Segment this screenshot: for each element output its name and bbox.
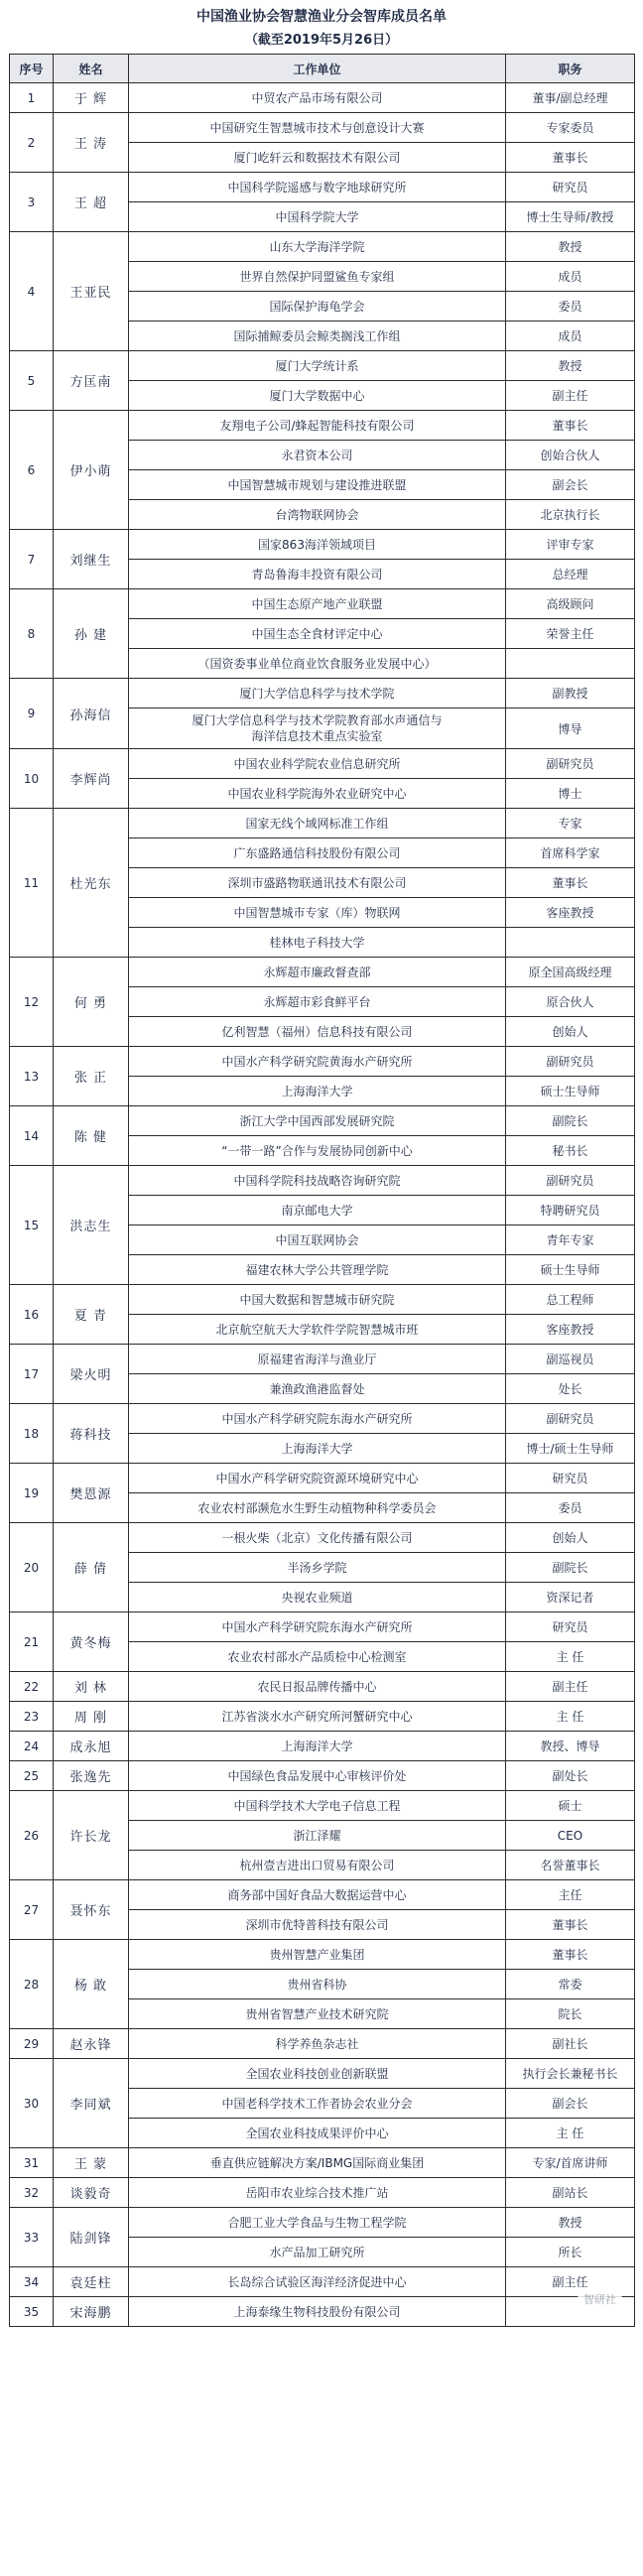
role-cell: 创始合伙人 — [506, 441, 635, 470]
seq-cell: 3 — [10, 173, 54, 232]
role-cell: 副研究员 — [506, 1166, 635, 1196]
role-cell: 教授 — [506, 351, 635, 381]
unit-cell: 中国水产科学研究院资源环境研究中心 — [129, 1464, 506, 1493]
table-row — [10, 1940, 635, 1970]
seq-cell: 18 — [10, 1404, 54, 1464]
unit-cell: 中国科学技术大学电子信息工程 — [129, 1791, 506, 1821]
role-cell: 副教授 — [506, 679, 635, 708]
unit-cell: 永君资本公司 — [129, 441, 506, 470]
unit-cell: 亿利智慧（福州）信息科技有限公司 — [129, 1017, 506, 1047]
unit-cell: 国家863海洋领域项目 — [129, 530, 506, 560]
member-table — [9, 54, 635, 2327]
seq-cell: 26 — [10, 1791, 54, 1880]
unit-cell: 合肥工业大学食品与生物工程学院 — [129, 2208, 506, 2238]
table-row — [10, 173, 635, 202]
name-cell: 袁廷柱 — [54, 2267, 129, 2297]
role-cell: 副研究员 — [506, 749, 635, 779]
unit-cell: 厦门大学信息科学与技术学院教育部水声通信与 海洋信息技术重点实验室 — [129, 708, 506, 749]
role-cell: 副主任 — [506, 2267, 635, 2297]
name-cell: 许长龙 — [54, 1791, 129, 1880]
name-cell: 于 辉 — [54, 83, 129, 113]
unit-cell: 永辉超市廉政督查部 — [129, 958, 506, 987]
seq-cell: 6 — [10, 411, 54, 530]
seq-cell: 21 — [10, 1612, 54, 1672]
table-row — [10, 2178, 635, 2208]
seq-cell: 12 — [10, 958, 54, 1047]
role-cell: 特聘研究员 — [506, 1196, 635, 1225]
role-cell: 处长 — [506, 1374, 635, 1404]
role-cell: 副研究员 — [506, 1047, 635, 1077]
unit-cell: 垂直供应链解决方案/IBMG国际商业集团 — [129, 2148, 506, 2178]
unit-cell: 中国智慧城市规划与建设推进联盟 — [129, 470, 506, 500]
unit-cell: 世界自然保护同盟鲨鱼专家组 — [129, 262, 506, 292]
role-cell: 创始人 — [506, 1017, 635, 1047]
name-cell: 王 蒙 — [54, 2148, 129, 2178]
name-cell: 伊小萌 — [54, 411, 129, 530]
role-cell: CEO — [506, 1821, 635, 1851]
seq-cell: 29 — [10, 2029, 54, 2059]
role-cell: 博士 — [506, 779, 635, 809]
role-cell: 副院长 — [506, 1106, 635, 1136]
role-cell: 原合伙人 — [506, 987, 635, 1017]
role-cell: 专家/首席讲师 — [506, 2148, 635, 2178]
unit-cell: 中国互联网协会 — [129, 1225, 506, 1255]
unit-cell: 中国水产科学研究院黄海水产研究所 — [129, 1047, 506, 1077]
table-row — [10, 589, 635, 619]
unit-cell: 中国科学院大学 — [129, 202, 506, 232]
document-subtitle: （截至2019年5月26日） — [244, 33, 399, 48]
role-cell: 客座教授 — [506, 1315, 635, 1345]
unit-cell: 上海泰缘生物科技股份有限公司 — [129, 2297, 506, 2327]
unit-cell: 中国老科学技术工作者协会农业分会 — [129, 2089, 506, 2119]
role-cell: 副研究员 — [506, 1404, 635, 1434]
unit-cell: 长岛综合试验区海洋经济促进中心 — [129, 2267, 506, 2297]
unit-cell: 央视农业频道 — [129, 1583, 506, 1612]
unit-cell: 中国智慧城市专家（库）物联网 — [129, 898, 506, 928]
role-cell: 院长 — [506, 1999, 635, 2029]
name-cell: 陈 健 — [54, 1106, 129, 1166]
role-cell: 资深记者 — [506, 1583, 635, 1612]
unit-cell: 深圳市优特普科技有限公司 — [129, 1910, 506, 1940]
name-cell: 聂怀东 — [54, 1880, 129, 1940]
table-row — [10, 1672, 635, 1702]
table-row — [10, 1791, 635, 1821]
role-cell: 硕士生导师 — [506, 1077, 635, 1106]
header-name: 姓名 — [54, 55, 129, 83]
unit-cell: 桂林电子科技大学 — [129, 928, 506, 958]
role-cell: 北京执行长 — [506, 500, 635, 530]
name-cell: 何 勇 — [54, 958, 129, 1047]
table-row — [10, 113, 635, 143]
unit-cell: 上海海洋大学 — [129, 1732, 506, 1761]
role-cell: 常委 — [506, 1970, 635, 1999]
role-cell: 副主任 — [506, 381, 635, 411]
seq-cell: 2 — [10, 113, 54, 173]
name-cell: 陆剑锋 — [54, 2208, 129, 2267]
table-row — [10, 2297, 635, 2327]
unit-cell: 半汤乡学院 — [129, 1553, 506, 1583]
seq-cell: 7 — [10, 530, 54, 589]
table-row — [10, 1523, 635, 1553]
role-cell: 青年专家 — [506, 1225, 635, 1255]
role-cell: 副主任 — [506, 1672, 635, 1702]
role-cell: 总经理 — [506, 560, 635, 589]
name-cell: 宋海鹏 — [54, 2297, 129, 2327]
seq-cell: 16 — [10, 1285, 54, 1345]
table-row — [10, 1106, 635, 1136]
unit-cell: 国家无线个域网标准工作组 — [129, 809, 506, 838]
unit-cell: 国际保护海龟学会 — [129, 292, 506, 322]
role-cell: 副会长 — [506, 2089, 635, 2119]
role-cell: 董事长 — [506, 1940, 635, 1970]
unit-cell: 浙江大学中国西部发展研究院 — [129, 1106, 506, 1136]
table-row — [10, 749, 635, 779]
unit-cell: 兼渔政渔港监督处 — [129, 1374, 506, 1404]
unit-cell: 原福建省海洋与渔业厅 — [129, 1345, 506, 1374]
unit-cell: 农民日报品牌传播中心 — [129, 1672, 506, 1702]
name-cell: 洪志生 — [54, 1166, 129, 1285]
name-cell: 薛 倩 — [54, 1523, 129, 1612]
seq-cell: 35 — [10, 2297, 54, 2327]
seq-cell: 15 — [10, 1166, 54, 1285]
seq-cell: 28 — [10, 1940, 54, 2029]
unit-cell: 贵州省科协 — [129, 1970, 506, 1999]
header-role: 职务 — [506, 55, 635, 83]
table-row — [10, 1166, 635, 1196]
unit-cell: 福建农林大学公共管理学院 — [129, 1255, 506, 1285]
table-row — [10, 2148, 635, 2178]
name-cell: 梁火明 — [54, 1345, 129, 1404]
role-cell: 副站长 — [506, 2178, 635, 2208]
table-row — [10, 2029, 635, 2059]
role-cell: 成员 — [506, 322, 635, 351]
role-cell: 委员 — [506, 292, 635, 322]
unit-cell: 科学养鱼杂志社 — [129, 2029, 506, 2059]
unit-cell: “一带一路”合作与发展协同创新中心 — [129, 1136, 506, 1166]
table-row — [10, 530, 635, 560]
name-cell: 赵永锋 — [54, 2029, 129, 2059]
table-row — [10, 1612, 635, 1642]
unit-cell: 中国大数据和智慧城市研究院 — [129, 1285, 506, 1315]
role-cell: 硕士生导师 — [506, 1255, 635, 1285]
role-cell: 博导 — [506, 708, 635, 749]
role-cell: 副社长 — [506, 2029, 635, 2059]
unit-cell: 杭州壹吉进出口贸易有限公司 — [129, 1851, 506, 1880]
name-cell: 孙 建 — [54, 589, 129, 679]
seq-cell: 9 — [10, 679, 54, 749]
role-cell: 博士/硕士生导师 — [506, 1434, 635, 1464]
role-cell: 执行会长兼秘书长 — [506, 2059, 635, 2089]
unit-cell: 商务部中国好食品大数据运营中心 — [129, 1880, 506, 1910]
role-cell: 主 任 — [506, 1642, 635, 1672]
unit-cell: 友翔电子公司/蜂起智能科技有限公司 — [129, 411, 506, 441]
role-cell: 所长 — [506, 2238, 635, 2267]
table-body — [10, 83, 635, 2327]
table-row — [10, 958, 635, 987]
unit-cell: （国资委事业单位商业饮食服务业发展中心） — [129, 649, 506, 679]
table-row — [10, 1404, 635, 1434]
table-row — [10, 411, 635, 441]
seq-cell: 11 — [10, 809, 54, 958]
unit-cell: 上海海洋大学 — [129, 1434, 506, 1464]
unit-cell: 贵州智慧产业集团 — [129, 1940, 506, 1970]
table-row — [10, 1761, 635, 1791]
name-cell: 李辉尚 — [54, 749, 129, 809]
seq-cell: 20 — [10, 1523, 54, 1612]
table-row — [10, 1047, 635, 1077]
seq-cell: 5 — [10, 351, 54, 411]
role-cell: 评审专家 — [506, 530, 635, 560]
table-row — [10, 809, 635, 838]
name-cell: 王 涛 — [54, 113, 129, 173]
unit-cell: 农业农村部水产品质检中心检测室 — [129, 1642, 506, 1672]
unit-cell: 北京航空航天大学软件学院智慧城市班 — [129, 1315, 506, 1345]
unit-cell: 中国水产科学研究院东海水产研究所 — [129, 1404, 506, 1434]
role-cell: 教授、博导 — [506, 1732, 635, 1761]
table-row — [10, 1345, 635, 1374]
table-row — [10, 1702, 635, 1732]
table-row — [10, 351, 635, 381]
unit-cell: 国际捕鲸委员会鲸类搁浅工作组 — [129, 322, 506, 351]
table-row — [10, 2059, 635, 2089]
seq-cell: 19 — [10, 1464, 54, 1523]
name-cell: 张 正 — [54, 1047, 129, 1106]
name-cell: 蒋科技 — [54, 1404, 129, 1464]
name-cell: 孙海信 — [54, 679, 129, 749]
name-cell: 杨 敢 — [54, 1940, 129, 2029]
seq-cell: 30 — [10, 2059, 54, 2148]
role-cell: 副处长 — [506, 1761, 635, 1791]
seq-cell: 10 — [10, 749, 54, 809]
role-cell: 主 任 — [506, 1702, 635, 1732]
unit-cell: 上海海洋大学 — [129, 1077, 506, 1106]
seq-cell: 1 — [10, 83, 54, 113]
unit-cell: 山东大学海洋学院 — [129, 232, 506, 262]
table-row — [10, 83, 635, 113]
unit-cell: 中国科学院遥感与数字地球研究所 — [129, 173, 506, 202]
unit-cell: 贵州省智慧产业技术研究院 — [129, 1999, 506, 2029]
name-cell: 周 刚 — [54, 1702, 129, 1732]
seq-cell: 13 — [10, 1047, 54, 1106]
role-cell: 研究员 — [506, 173, 635, 202]
role-cell: 专家委员 — [506, 113, 635, 143]
role-cell: 总工程师 — [506, 1285, 635, 1315]
table-row — [10, 679, 635, 708]
seq-cell: 24 — [10, 1732, 54, 1761]
role-cell: 创始人 — [506, 1523, 635, 1553]
role-cell: 董事长 — [506, 1910, 635, 1940]
seq-cell: 22 — [10, 1672, 54, 1702]
role-cell: 博士生导师/教授 — [506, 202, 635, 232]
role-cell: 副院长 — [506, 1553, 635, 1583]
name-cell: 王亚民 — [54, 232, 129, 351]
table-row — [10, 232, 635, 262]
name-cell: 刘 林 — [54, 1672, 129, 1702]
name-cell: 刘继生 — [54, 530, 129, 589]
role-cell: 董事长 — [506, 411, 635, 441]
unit-cell: 厦门大学数据中心 — [129, 381, 506, 411]
unit-cell: 全国农业科技成果评价中心 — [129, 2119, 506, 2148]
unit-cell: 中国农业科学院农业信息研究所 — [129, 749, 506, 779]
role-cell: 董事/副总经理 — [506, 83, 635, 113]
seq-cell: 32 — [10, 2178, 54, 2208]
table-row — [10, 1464, 635, 1493]
unit-cell: 广东盛路通信科技股份有限公司 — [129, 838, 506, 868]
role-cell: 委员 — [506, 1493, 635, 1523]
name-cell: 张逸先 — [54, 1761, 129, 1791]
unit-cell: 水产品加工研究所 — [129, 2238, 506, 2267]
unit-cell: 台湾物联网协会 — [129, 500, 506, 530]
role-cell: 研究员 — [506, 1612, 635, 1642]
name-cell: 方匡南 — [54, 351, 129, 411]
table-row — [10, 1880, 635, 1910]
role-cell: 秘书长 — [506, 1136, 635, 1166]
unit-cell: 中国农业科学院海外农业研究中心 — [129, 779, 506, 809]
unit-cell: 永辉超市彩食鲜平台 — [129, 987, 506, 1017]
role-cell: 名誉董事长 — [506, 1851, 635, 1880]
name-cell: 李同斌 — [54, 2059, 129, 2148]
role-cell — [506, 649, 635, 679]
role-cell: 专家 — [506, 809, 635, 838]
role-cell: 荣誉主任 — [506, 619, 635, 649]
document — [9, 0, 634, 2327]
unit-cell: 农业农村部濒危水生野生动植物种科学委员会 — [129, 1493, 506, 1523]
unit-cell: 厦门大学信息科学与技术学院 — [129, 679, 506, 708]
header-unit: 工作单位 — [129, 55, 506, 83]
role-cell — [506, 928, 635, 958]
role-cell: 董事长 — [506, 868, 635, 898]
role-cell: 主 任 — [506, 2119, 635, 2148]
document-title: 中国渔业协会智慧渔业分会智库成员名单 — [196, 9, 447, 25]
name-cell: 王 超 — [54, 173, 129, 232]
role-cell: 原全国高级经理 — [506, 958, 635, 987]
role-cell: 副会长 — [506, 470, 635, 500]
seq-cell: 4 — [10, 232, 54, 351]
seq-cell: 23 — [10, 1702, 54, 1732]
seq-cell: 31 — [10, 2148, 54, 2178]
name-cell: 樊恩源 — [54, 1464, 129, 1523]
unit-cell: 浙江泽耀 — [129, 1821, 506, 1851]
unit-cell: 中国绿色食品发展中心审核评价处 — [129, 1761, 506, 1791]
name-cell: 成永旭 — [54, 1732, 129, 1761]
unit-cell: 中国水产科学研究院东海水产研究所 — [129, 1612, 506, 1642]
unit-cell: 岳阳市农业综合技术推广站 — [129, 2178, 506, 2208]
unit-cell: 中国生态全食材评定中心 — [129, 619, 506, 649]
role-cell: 研究员 — [506, 1464, 635, 1493]
unit-cell: 青岛鲁海丰投资有限公司 — [129, 560, 506, 589]
seq-cell: 8 — [10, 589, 54, 679]
unit-cell: 一根火柴（北京）文化传播有限公司 — [129, 1523, 506, 1553]
role-cell: 教授 — [506, 232, 635, 262]
unit-cell: 中贸农产品市场有限公司 — [129, 83, 506, 113]
name-cell: 黄冬梅 — [54, 1612, 129, 1672]
name-cell: 杜光东 — [54, 809, 129, 958]
role-cell: 教授 — [506, 2208, 635, 2238]
role-cell: 硕士 — [506, 1791, 635, 1821]
table-row — [10, 1285, 635, 1315]
seq-cell: 33 — [10, 2208, 54, 2267]
unit-cell: 中国研究生智慧城市技术与创意设计大赛 — [129, 113, 506, 143]
seq-cell: 34 — [10, 2267, 54, 2297]
name-cell: 谈毅奇 — [54, 2178, 129, 2208]
role-cell: 董事长 — [506, 143, 635, 173]
table-row — [10, 2267, 635, 2297]
unit-cell: 中国生态原产地产业联盟 — [129, 589, 506, 619]
unit-cell: 厦门屹轩云和数据技术有限公司 — [129, 143, 506, 173]
table-row — [10, 2208, 635, 2238]
seq-cell: 17 — [10, 1345, 54, 1404]
unit-cell: 深圳市盛路物联通讯技术有限公司 — [129, 868, 506, 898]
unit-cell: 南京邮电大学 — [129, 1196, 506, 1225]
header-seq: 序号 — [10, 55, 54, 83]
seq-cell: 14 — [10, 1106, 54, 1166]
table-header-row — [10, 55, 635, 83]
role-cell: 主任 — [506, 1880, 635, 1910]
role-cell: 高级顾问 — [506, 589, 635, 619]
unit-cell: 全国农业科技创业创新联盟 — [129, 2059, 506, 2089]
role-cell: 客座教授 — [506, 898, 635, 928]
watermark: 智研社 — [578, 2289, 622, 2309]
table-row — [10, 1732, 635, 1761]
seq-cell: 25 — [10, 1761, 54, 1791]
role-cell: 副巡视员 — [506, 1345, 635, 1374]
name-cell: 夏 青 — [54, 1285, 129, 1345]
seq-cell: 27 — [10, 1880, 54, 1940]
unit-cell: 厦门大学统计系 — [129, 351, 506, 381]
unit-cell: 中国科学院科技战略咨询研究院 — [129, 1166, 506, 1196]
unit-cell: 江苏省淡水水产研究所河蟹研究中心 — [129, 1702, 506, 1732]
role-cell: 成员 — [506, 262, 635, 292]
role-cell: 首席科学家 — [506, 838, 635, 868]
